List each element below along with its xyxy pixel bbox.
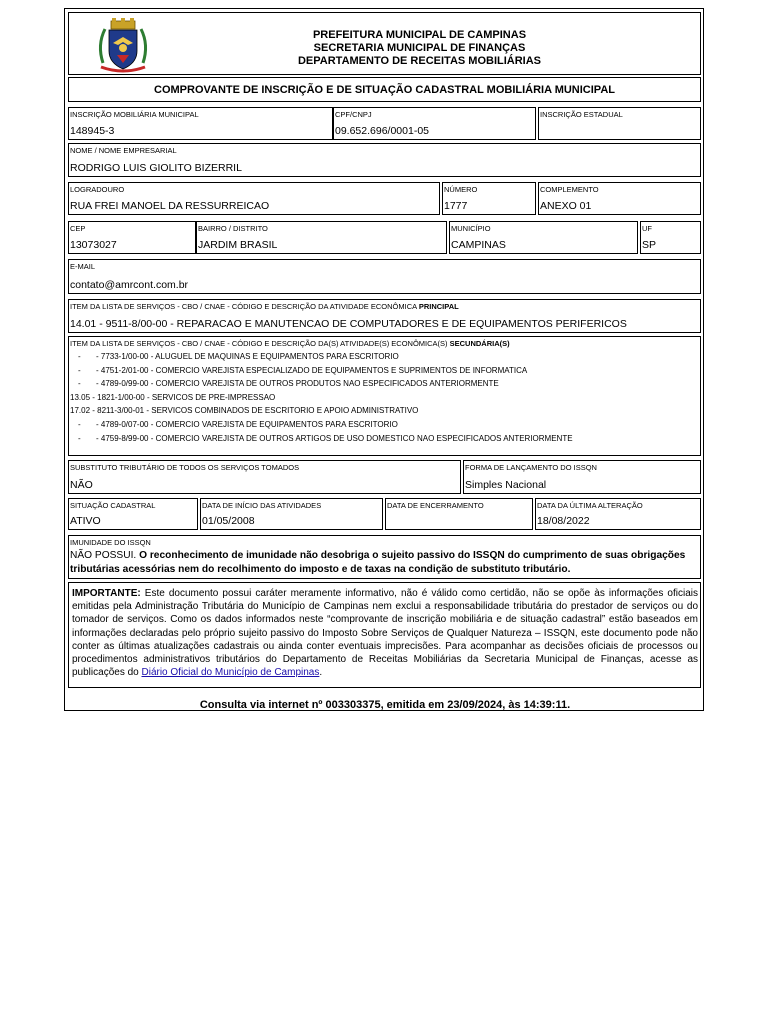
imunidade-value: NÃO POSSUI.	[70, 550, 137, 561]
item-dash: -	[78, 352, 81, 361]
item-dash: -	[78, 433, 81, 443]
field-numero	[442, 182, 536, 215]
atividades-secundarias-label	[70, 339, 510, 348]
field-cep	[68, 221, 196, 254]
item-text: - 7733-1/00-00 - ALUGUEL DE MAQUINAS E EQUIPAMENTOS PARA ESCRITORIO	[96, 352, 399, 361]
imunidade-text	[70, 549, 698, 576]
atividades-secundarias-list	[70, 350, 698, 445]
field-value: 148945-3	[70, 125, 115, 137]
field-label: FORMA DE LANÇAMENTO DO ISSQN	[465, 463, 597, 472]
consulta-footer: Consulta via internet nº 003303375, emitida em 23/09/2024, às 14:39:11.	[199, 699, 571, 711]
atividades-secundarias-box	[68, 336, 701, 456]
field-label: SITUAÇÃO CADASTRAL	[70, 501, 156, 510]
item-text: - 4789-0/99-00 - COMERCIO VAREJISTA DE OUTROS PRODUTOS NAO ESPECIFICADOS ANTERIORMENTE	[96, 379, 499, 389]
field-data-alteracao	[535, 498, 701, 530]
field-situacao	[68, 498, 198, 530]
field-bairro	[196, 221, 447, 254]
importante-heading: IMPORTANTE:	[72, 588, 141, 599]
list-item	[70, 377, 698, 391]
item-text: 17.02 - 8211-3/00-01 - SERVICOS COMBINADOS DE ESCRITORIO E APOIO ADMINISTRATIVO	[70, 406, 419, 416]
imunidade-label: IMUNIDADE DO ISSQN	[70, 538, 151, 547]
field-value: 09.652.696/0001-05	[335, 125, 430, 137]
item-dash: -	[78, 419, 81, 429]
item-text: - 4789-0/07-00 - COMERCIO VAREJISTA DE EQUIPAMENTOS PARA ESCRITORIO	[96, 419, 398, 429]
label-bold: PRINCIPAL	[418, 302, 459, 311]
item-text: - 4751-2/01-00 - COMERCIO VAREJISTA ESPECIALIZADO DE EQUIPAMENTOS E SUPRIMENTOS DE INFORMATICA	[96, 365, 528, 375]
atividade-principal-value: 14.01 - 9511-8/00-00 - REPARACAO E MANUTENCAO DE COMPUTADORES E DE EQUIPAMENTOS PERIFERICOS	[70, 318, 627, 330]
field-value: JARDIM BRASIL	[198, 239, 278, 251]
field-label: CPF/CNPJ	[335, 110, 372, 119]
field-value: ANEXO 01	[540, 200, 592, 212]
field-uf	[640, 221, 701, 254]
title-box	[68, 77, 701, 102]
atividade-principal-box	[68, 299, 701, 333]
field-label: COMPLEMENTO	[540, 185, 599, 194]
importante-text: Este documento possui caráter meramente informativo, não é válido como certidão, não se opõe às informações oficiais emitidas pela Administração Tributária do Município de Campinas nem exclui a responsabilidade tributária do prestador de serviços ou do tomador de serviços. Como os dados informados neste “comprovante de inscrição mobiliária e de situação cadastral” estão baseados em informações declaradas pelo próprio sujeito passivo do Imposto Sobre Serviços de Qualquer Natureza – ISSQN, este documento pode não conter as últimas atualizações cadastrais ou ainda conter eventuais imprecisões. Para acompanhar as decisões oficiais de processos ou procedimentos administrativos tributários do Departamento de Receitas Mobiliárias da Secretaria Municipal de Finanças, acesse as publicações do	[72, 588, 699, 679]
field-label: DATA DA ÚLTIMA ALTERAÇÃO	[537, 501, 643, 510]
field-substituto	[68, 460, 461, 494]
imunidade-box	[68, 535, 701, 579]
field-cpf-cnpj	[333, 107, 536, 140]
list-item	[70, 404, 698, 418]
field-complemento	[538, 182, 701, 215]
field-label: E-MAIL	[70, 262, 96, 271]
field-value: 1777	[444, 200, 468, 212]
field-label: LOGRADOURO	[70, 185, 125, 194]
item-dash: -	[78, 379, 81, 389]
field-value: contato@amrcont.com.br	[70, 279, 189, 291]
document-frame	[64, 8, 704, 711]
field-label: DATA DE INÍCIO DAS ATIVIDADES	[202, 501, 322, 510]
header-line-prefeitura: PREFEITURA MUNICIPAL DE CAMPINAS	[312, 29, 527, 41]
label-prefix: ITEM DA LISTA DE SERVIÇOS - CBO / CNAE - CÓDIGO E DESCRIÇÃO DA ATIVIDADE ECONÔMICA	[70, 302, 419, 311]
field-value: 13073027	[70, 239, 117, 251]
field-label: NOME / NOME EMPRESARIAL	[70, 146, 177, 155]
field-value: SP	[642, 239, 657, 251]
field-inscricao-municipal	[68, 107, 333, 140]
field-value: 01/05/2008	[202, 515, 255, 527]
field-value: CAMPINAS	[451, 239, 506, 251]
header-box	[68, 12, 701, 75]
field-label: NÚMERO	[444, 185, 478, 194]
field-label: INSCRIÇÃO ESTADUAL	[540, 110, 623, 119]
field-value: Simples Nacional	[465, 479, 547, 491]
item-text: - 4759-8/99-00 - COMERCIO VAREJISTA DE OUTROS ARTIGOS DE USO DOMESTICO NAO ESPECIFICADOS ANTERIORMENTE	[96, 433, 573, 443]
field-label: DATA DE ENCERRAMENTO	[387, 501, 484, 510]
item-text: 13.05 - 1821-1/00-00 - SERVICOS DE PRE-IMPRESSAO	[70, 392, 276, 402]
list-item	[70, 350, 698, 364]
field-value: RODRIGO LUIS GIOLITO BIZERRIL	[70, 162, 242, 174]
list-item	[70, 432, 698, 446]
importante-paragraph	[72, 587, 698, 679]
field-municipio	[449, 221, 638, 254]
field-label: SUBSTITUTO TRIBUTÁRIO DE TODOS OS SERVIÇOS TOMADOS	[70, 463, 300, 472]
imunidade-note: O reconhecimento de imunidade não desobriga o sujeito passivo do ISSQN do cumprimento de suas obrigações tributárias acessórias nem do recolhimento do imposto e de taxas na condição de substituto tributário.	[70, 550, 686, 575]
item-dash: -	[78, 365, 81, 375]
label-bold: SECUNDÁRIA(S)	[449, 339, 510, 348]
list-item	[70, 391, 698, 405]
field-value: ATIVO	[70, 515, 101, 527]
field-value: NÃO	[70, 479, 93, 491]
header-line-departamento: DEPARTAMENTO DE RECEITAS MOBILIÁRIAS	[297, 55, 542, 67]
field-label: INSCRIÇÃO MOBILIÁRIA MUNICIPAL	[70, 110, 199, 119]
list-item	[70, 364, 698, 378]
field-nome	[68, 143, 701, 177]
field-label: CEP	[70, 224, 86, 233]
field-value: RUA FREI MANOEL DA RESSURREICAO	[70, 200, 270, 212]
header-line-secretaria: SECRETARIA MUNICIPAL DE FINANÇAS	[313, 42, 526, 54]
field-data-encerramento	[385, 498, 533, 530]
field-label: UF	[642, 224, 652, 233]
importante-end: .	[319, 667, 323, 679]
field-forma-lancamento	[463, 460, 701, 494]
field-logradouro	[68, 182, 440, 215]
field-label: BAIRRO / DISTRITO	[198, 224, 268, 233]
list-item	[70, 418, 698, 432]
atividade-principal-label	[70, 302, 459, 311]
label-prefix: ITEM DA LISTA DE SERVIÇOS - CBO / CNAE - CÓDIGO E DESCRIÇÃO DA(S) ATIVIDADE(S) ECONÔMICA(S)	[70, 339, 450, 348]
field-label: MUNICÍPIO	[451, 224, 491, 233]
diario-oficial-link[interactable]: Diário Oficial do Município de Campinas	[141, 667, 320, 679]
importante-box	[68, 582, 701, 688]
field-data-inicio	[200, 498, 383, 530]
field-inscricao-estadual	[538, 107, 701, 140]
field-email	[68, 259, 701, 294]
document-title: COMPROVANTE DE INSCRIÇÃO E DE SITUAÇÃO CADASTRAL MOBILIÁRIA MUNICIPAL	[154, 83, 615, 96]
field-value: 18/08/2022	[537, 515, 590, 527]
